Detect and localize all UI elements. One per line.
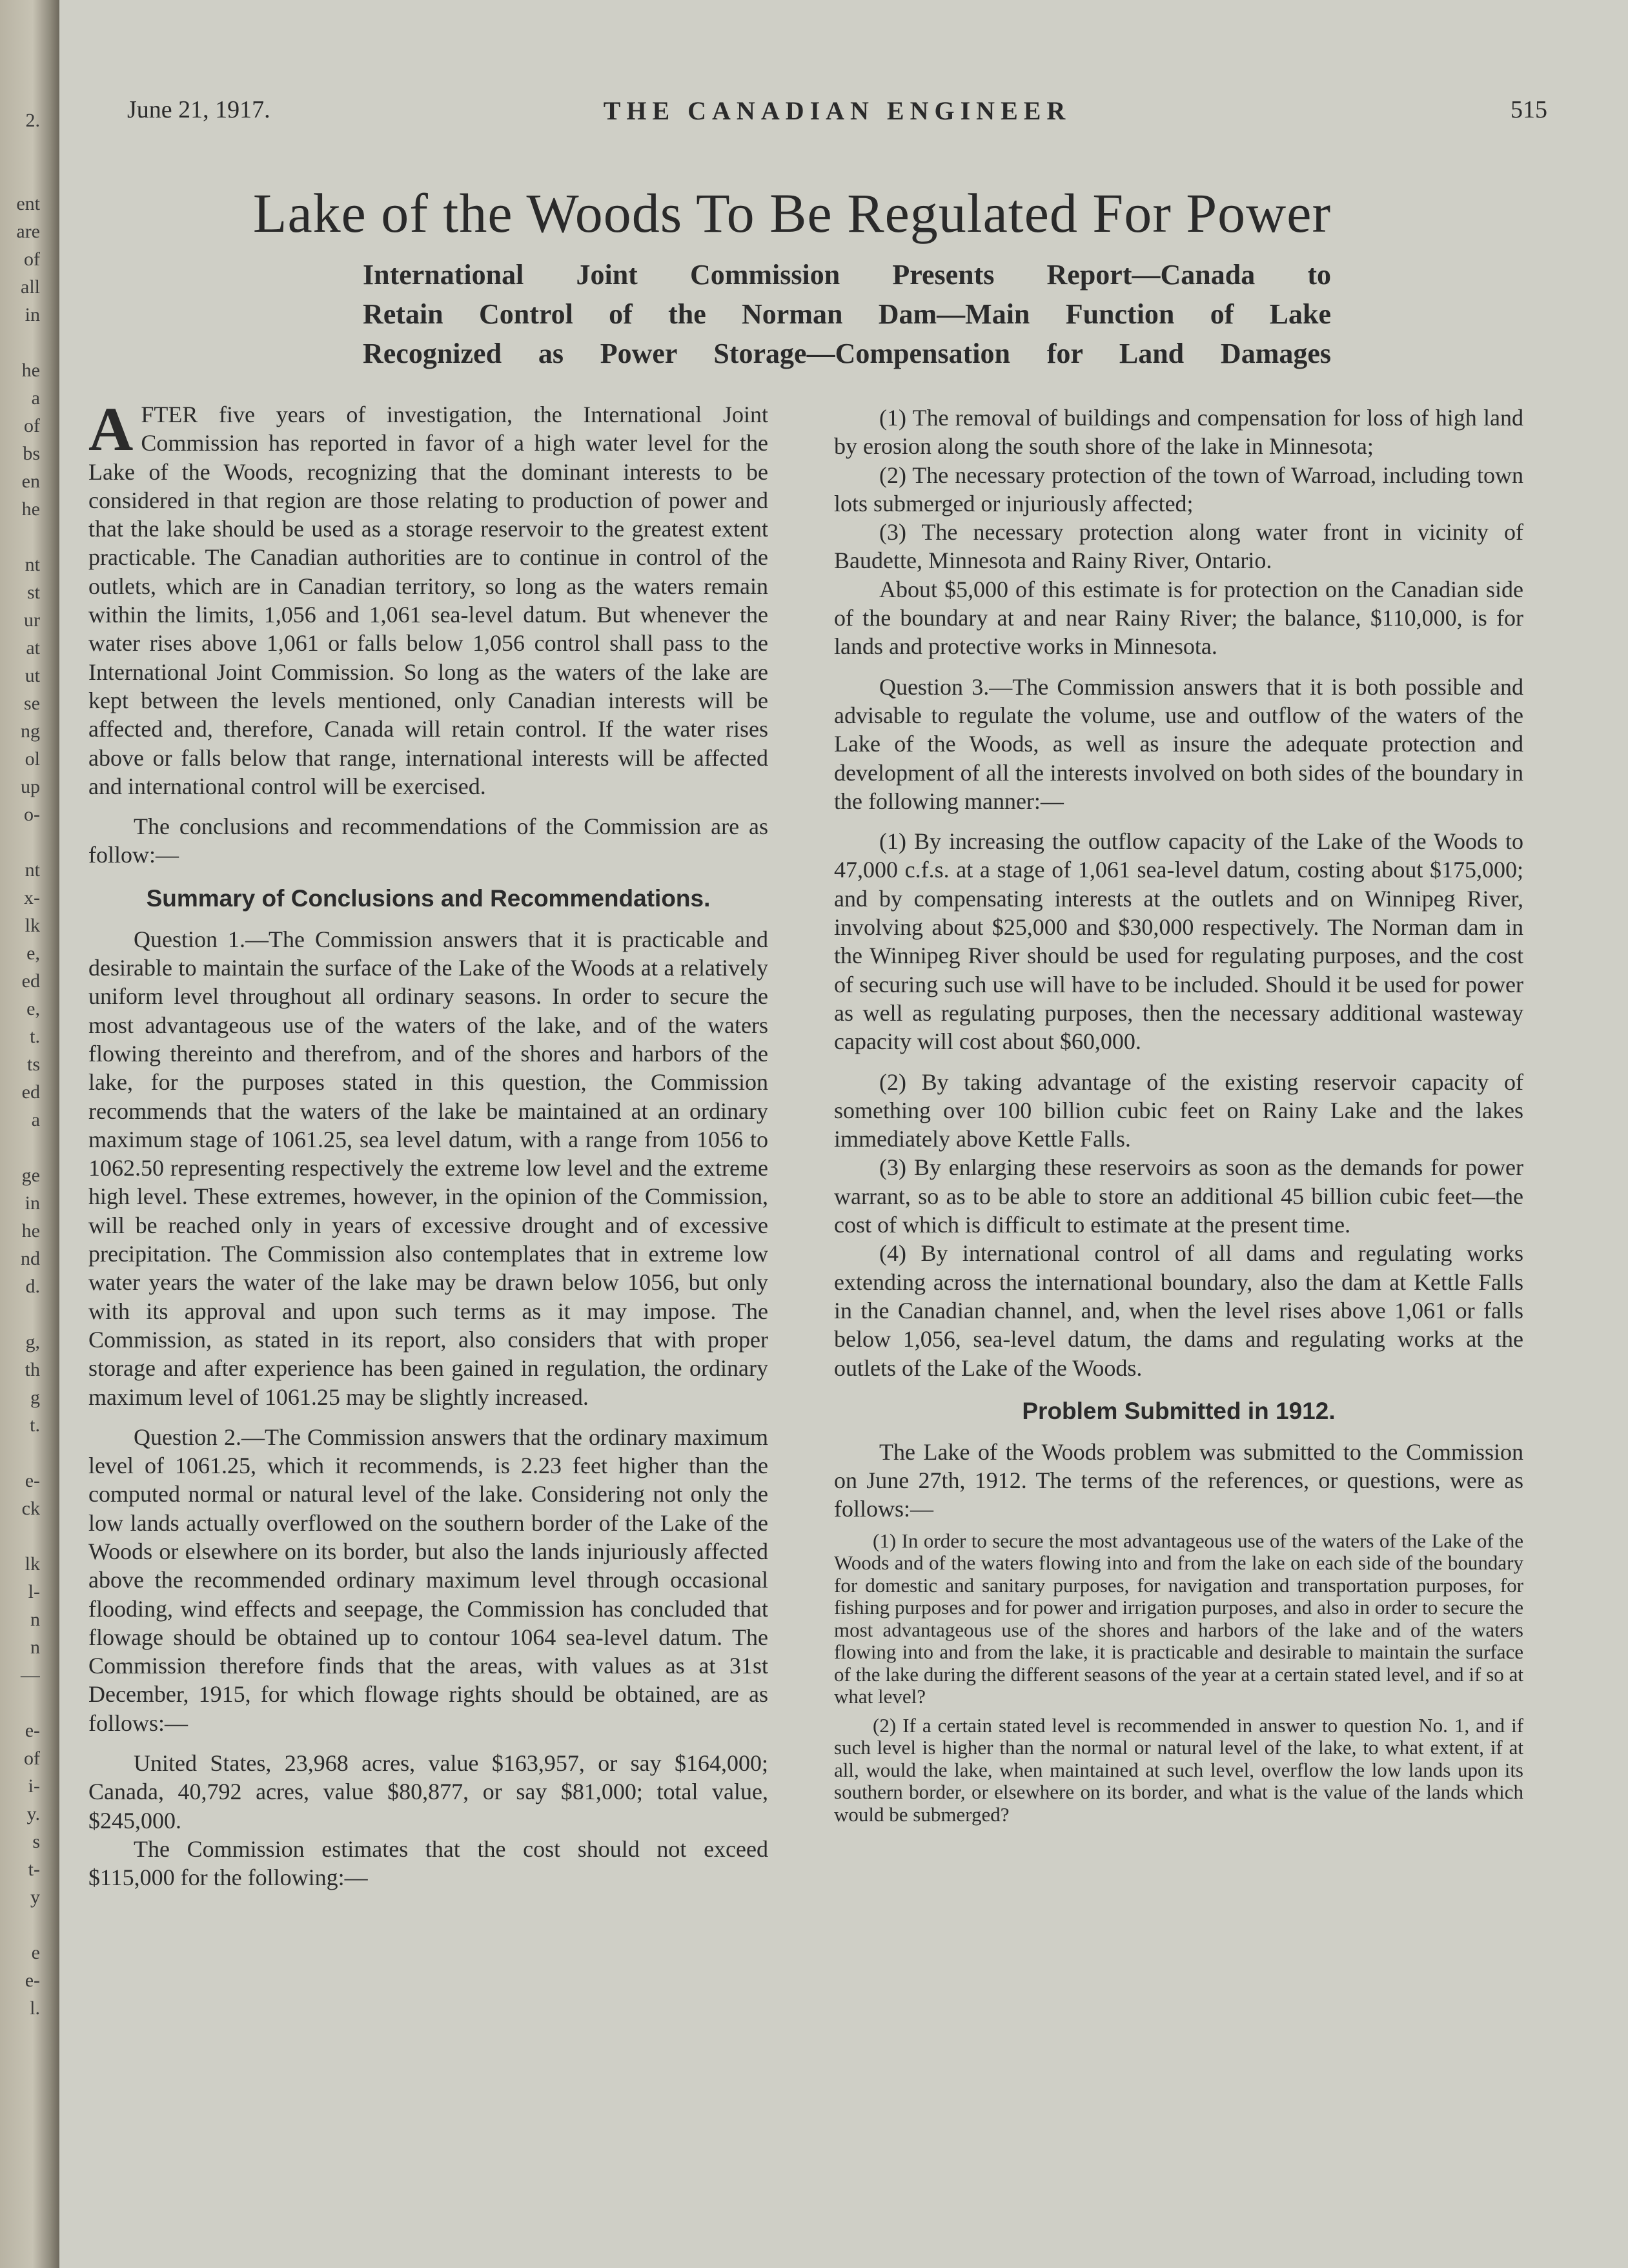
margin-fragment [0, 1134, 40, 1161]
margin-fragment: — [21, 1664, 40, 1686]
margin-fragment: en [21, 471, 40, 492]
margin-fragment [0, 1300, 40, 1328]
running-header [127, 96, 1547, 128]
margin-fragment: ts [26, 1054, 40, 1075]
margin-fragment: ed [21, 1081, 40, 1103]
subtitle-line: International Joint Commission Presents Report—Canada to [363, 259, 1331, 291]
margin-fragment: y. [26, 1803, 40, 1824]
margin-fragment: of [24, 249, 40, 270]
margin-fragment: e, [26, 943, 40, 964]
margin-fragment: nd [21, 1248, 40, 1269]
margin-fragment: e [31, 1942, 40, 1963]
cost-item-1: (1) The removal of buildings and compensation for loss of high land by erosion along the south shore of the lake in Minnesota; [834, 405, 1523, 460]
margin-fragment [0, 523, 40, 551]
margin-fragment [0, 1689, 40, 1717]
header-page-number: 515 [1511, 96, 1547, 123]
margin-fragment: y [30, 1886, 40, 1908]
margin-fragment: ent [16, 193, 40, 214]
margin-fragment: g [30, 1387, 40, 1408]
margin-fragment: l- [28, 1581, 40, 1602]
margin-fragment: in [25, 304, 40, 325]
drop-cap: A [88, 394, 134, 464]
margin-fragment: up [21, 776, 40, 797]
cost-item-3: (3) The necessary protection along water front in vicinity of Baudette, Minnesota and Rainy River, Ontario. [834, 519, 1523, 574]
subtitle-line: Retain Control of the Norman Dam—Main Function of Lake [363, 298, 1331, 330]
journal-page [59, 0, 1628, 2268]
margin-fragment: ed [21, 970, 40, 992]
cost-paragraph: The Commission estimates that the cost should not exceed $115,000 for the following:— [88, 1835, 768, 1891]
margin-fragment: e- [25, 1470, 40, 1491]
margin-fragment: i- [28, 1775, 40, 1797]
margin-fragment [0, 1911, 40, 1939]
margin-fragment: ur [24, 609, 40, 631]
margin-fragment: e- [25, 1970, 40, 1991]
margin-fragment: t. [30, 1415, 40, 1436]
margin-fragment: ge [21, 1165, 40, 1186]
conclusions-intro: The conclusions and recommendations of the Commission are as follow:— [88, 813, 768, 868]
margin-fragment: s [32, 1831, 40, 1852]
margin-fragment: a [31, 1109, 40, 1130]
margin-fragment: lk [25, 1553, 40, 1575]
margin-fragment: in [25, 1192, 40, 1214]
margin-fragment [0, 1522, 40, 1550]
margin-fragment [0, 329, 40, 356]
margin-fragment: he [21, 498, 40, 520]
margin-fragment: of [24, 415, 40, 436]
question-3-item-4: (4) By international control of all dams and regulating works extending across the international boundary, also the dam at Kettle Falls in the Canadian channel, and, when the level rises above 1,061 or falls below 1,056, sea-level datum, the dams and regulating works at the outlets of the Lake of the Woods. [834, 1240, 1523, 1381]
cost-item-2: (2) The necessary protection of the town of Warroad, including town lots submerged or injuriously affected; [834, 462, 1523, 516]
question-2-paragraph: Question 2.—The Commission answers that the ordinary maximum level of 1061.25, which it recommends, is 2.23 feet higher than the computed normal or natural level of the lake. Considering not only the low lands actually overflowed on the southern border of the Lake of the Woods or elsewhere on its border, but also the lands injuriously affected above the recommended ordinary maximum level through occasional flooding, wind effects and seepage, the Commission has concluded that flowage should be obtained up to contour 1064 sea-level datum. The Commission therefore finds that the areas, with values as at 31st December, 1915, for which flowage rights should be obtained, are as follows:— [88, 1424, 768, 1736]
margin-fragment: of [24, 1748, 40, 1769]
margin-fragment: e- [25, 1720, 40, 1741]
areas-paragraph: United States, 23,968 acres, value $163,957, or say $164,000; Canada, 40,792 acres, value $80,877, or say $81,000; total value, $245,000. [88, 1750, 768, 1834]
question-3-item-1: (1) By increasing the outflow capacity of the Lake of the Woods to 47,000 c.f.s. at a stage of 1,061 sea-level datum, costing about $175,000; and by compensating interests at the outlets and on Winnipeg River, involving about $25,000 and $30,000 respectively. The Norman dam in the Winnipeg River should be used for regulating purposes, and the cost of securing such use will have to be included. Should it be used for power as well as regulating purposes, then the necessary additional wasteway capacity will cost about $60,000. [834, 828, 1523, 1055]
margin-fragment: a [31, 387, 40, 409]
reference-2: (2) If a certain stated level is recommended in answer to question No. 1, and if such level is higher than the normal or natural level of the lake, to what extent, if at all, would the lake, when maintained at such level, overflow the low lands upon its southern border, or elsewhere on its border, and what is the value of the lands which would be submerged? [834, 1713, 1523, 1826]
margin-fragment: n [30, 1609, 40, 1630]
margin-fragment: e, [26, 998, 40, 1019]
margin-fragment: t- [28, 1859, 40, 1880]
question-3-paragraph: Question 3.—The Commission answers that it is both possible and advisable to regulate the volume, use and outflow of the waters of the Lake of the Woods, as well as insure the adequate protection and development of all the interests involved on both sides of the boundary in the following manner:— [834, 673, 1523, 814]
margin-fragment: se [24, 693, 40, 714]
reference-1: (1) In order to secure the most advantageous use of the waters of the Lake of the Woods and of the waters flowing into and from the lake on each side of the boundary for domestic and sanitary purposes, for navigation and transportation purposes, for fishing purposes and for power and irrigation purposes, and also in order to secure the most advantageous use of the shores and harbors of the lake and of the waters flowing into and from the lake, it is practicable and desirable to maintain the surface of the lake during the different seasons of the year at a certain stated level, and if so at what level? [834, 1529, 1523, 1708]
margin-fragment: he [21, 1220, 40, 1241]
question-1-paragraph: Question 1.—The Commission answers that it is practicable and desirable to maintain the surface of the Lake of the Woods at a relatively uniform level throughout all ordinary seasons. In order to secure the most advantageous use of the waters of the lake, and of the waters flowing thereinto and therefrom, and of the shores and harbors of the lake, for the purposes stated in this question, the Commission recommends that the waters of the lake be maintained at an ordinary maximum stage of 1061.25, sea level datum, with a range from 1056 to 1062.50 representing respectively the extreme low level and the extreme high level. These extremes, however, in the opinion of the Commission, will be reached only in years of excessive drought and of excessive precipitation. The Commission also contemplates that in extreme low water years the water of the lake may be drawn below 1056, but only with its approval and upon such terms as it may impose. The Commission, as stated in its report, also considers that with proper storage and after experience has been gained in regulation, the ordinary maximum level of 1061.25 may be slightly increased. [88, 926, 768, 1410]
right-column [834, 404, 1523, 1826]
margin-fragment: nt [25, 554, 40, 575]
margin-fragment: bs [23, 443, 40, 464]
margin-fragment: st [26, 582, 40, 603]
problem-heading: Problem Submitted in 1912. [1022, 1397, 1336, 1424]
intro-paragraph [88, 394, 768, 801]
subtitle-line: Recognized as Power Storage—Compensation for Land Damages [363, 338, 1331, 369]
margin-fragment: x- [24, 887, 40, 908]
margin-fragment: 2. [25, 110, 40, 131]
margin-fragment: n [30, 1637, 40, 1658]
margin-fragment: l. [30, 1997, 40, 2019]
left-column [88, 394, 768, 1892]
margin-fragment [0, 828, 40, 856]
margin-fragment: t. [30, 1026, 40, 1047]
margin-fragment: g, [25, 1331, 40, 1353]
problem-intro: The Lake of the Woods problem was submitted to the Commission on June 27th, 1912. The terms of the references, or questions, were as follows:— [834, 1438, 1523, 1522]
summary-heading: Summary of Conclusions and Recommendations. [146, 884, 711, 912]
article-subtitle [363, 255, 1331, 373]
margin-fragment: ck [21, 1498, 40, 1519]
article-title: Lake of the Woods To Be Regulated For Power [252, 182, 1332, 244]
adjacent-page-margin-text [0, 0, 40, 2050]
margin-fragment [0, 134, 40, 162]
margin-fragment [0, 162, 40, 190]
question-3-item-2: (2) By taking advantage of the existing reservoir capacity of something over 100 billion cubic feet on Rainy Lake and the lakes immediately above Kettle Falls. [834, 1068, 1523, 1152]
margin-fragment: lk [25, 915, 40, 936]
margin-fragment: he [21, 360, 40, 381]
margin-fragment: ol [25, 748, 40, 770]
margin-fragment: ng [21, 720, 40, 742]
margin-fragment: nt [25, 859, 40, 881]
intro-text: FTER five years of investigation, the International Joint Commission has reported in favor of a high water level for the Lake of the Woods, recognizing that the dominant interests to be considered in that region are those relating to production of power and that the lake should be used as a storage reservoir to the greatest extent practicable. The Canadian authorities are to continue in control of the outlets, which are in Canadian territory, so long as the waters remain within the limits, 1,056 and 1,061 sea-level datum. But whenever the water rises above 1,061 or falls below 1,056 control shall pass to the International Joint Commission. So long as the waters of the lake are kept between the levels mentioned, only Canadian interests will be affected and, therefore, Canada will retain control. If the water rises above or falls below that range, international interests will be affected and international control will be exercised. [88, 402, 768, 799]
header-date: June 21, 1917. [127, 96, 270, 123]
margin-fragment: are [16, 221, 40, 242]
estimate-paragraph: About $5,000 of this estimate is for protection on the Canadian side of the boundary at and near Rainy River; the balance, $110,000, is for lands and protective works in Minnesota. [834, 576, 1523, 660]
margin-fragment [0, 2022, 40, 2050]
margin-fragment [0, 1439, 40, 1467]
margin-fragment: th [25, 1359, 40, 1380]
header-journal-name: THE CANADIAN ENGINEER [603, 96, 1072, 125]
margin-fragment: all [21, 276, 40, 298]
margin-fragment: d. [25, 1276, 40, 1297]
question-3-item-3: (3) By enlarging these reservoirs as soon as the demands for power warrant, so as to be able to store an additional 45 billion cubic feet—the cost of which is difficult to estimate at the present time. [834, 1154, 1523, 1238]
margin-fragment: o- [24, 804, 40, 825]
margin-fragment: at [26, 637, 40, 659]
margin-fragment: ut [25, 665, 40, 686]
